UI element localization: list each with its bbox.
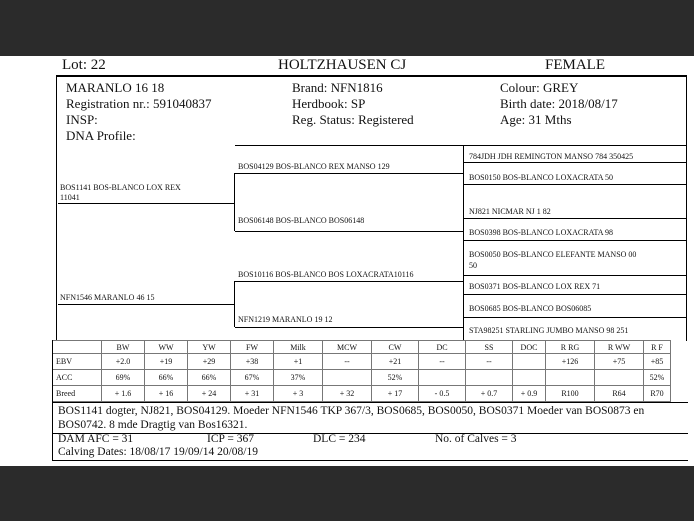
ggp-name: BOS0371 BOS-BLANCO LOX REX 71 <box>469 282 601 291</box>
table-header-cell: FW <box>231 341 274 354</box>
brand-value: Brand: NFN1816 <box>292 80 383 95</box>
table-cell: 67% <box>231 370 274 386</box>
table-cell: 37% <box>274 370 323 386</box>
table-row-label: ACC <box>53 370 102 386</box>
birth-date: Birth date: 2018/08/17 <box>500 96 618 111</box>
table-cell: + 3 <box>274 386 323 402</box>
table-cell: + 32 <box>323 386 372 402</box>
table-cell: + 0.9 <box>513 386 546 402</box>
table-cell <box>466 370 513 386</box>
sire-sire-line <box>235 173 464 174</box>
table-cell: + 31 <box>231 386 274 402</box>
sire-id: 11041 <box>60 193 80 202</box>
sex-label: FEMALE <box>545 57 605 73</box>
ggp-name: 784JDH JDH REMINGTON MANSO 784 350425 <box>469 152 634 161</box>
table-cell: +126 <box>546 354 595 370</box>
dam-dam-line <box>235 327 464 328</box>
table-cell: +75 <box>595 354 644 370</box>
registration-status: Reg. Status: Registered <box>292 112 414 127</box>
sire-sire-name: BOS04129 BOS-BLANCO REX MANSO 129 <box>238 162 390 171</box>
table-row <box>53 370 671 386</box>
table-header-cell: DC <box>419 341 466 354</box>
table-cell <box>419 370 466 386</box>
dam-bracket <box>234 281 235 327</box>
remarks-left-border <box>52 340 53 460</box>
sire-name: BOS1141 BOS-BLANCO LOX REX <box>60 183 181 192</box>
table-cell: 66% <box>188 370 231 386</box>
table-cell: R100 <box>546 386 595 402</box>
ggp-name: 50 <box>469 261 477 270</box>
ggp-name: STA98251 STARLING JUMBO MANSO 98 251 <box>469 326 629 335</box>
breeder-name: HOLTZHAUSEN CJ <box>278 57 407 73</box>
dlc-value: DLC = 234 <box>313 433 366 445</box>
table-header-cell: DOC <box>513 341 546 354</box>
dam-line <box>58 304 235 305</box>
ggp-line <box>463 218 686 219</box>
table-cell <box>546 370 595 386</box>
ggp-name: BOS0150 BOS-BLANCO LOXACRATA 50 <box>469 173 614 182</box>
registration-number: Registration nr.: 591040837 <box>66 96 212 111</box>
dam-sire-line <box>235 281 464 282</box>
sire-dam-name: BOS06148 BOS-BLANCO BOS06148 <box>238 216 365 225</box>
table-cell: 52% <box>372 370 419 386</box>
table-header-cell: R RG <box>546 341 595 354</box>
table-cell <box>513 370 546 386</box>
table-cell: +21 <box>372 354 419 370</box>
ggp-line <box>463 294 686 295</box>
ggp-name: BOS0398 BOS-BLANCO LOXACRATA 98 <box>469 228 614 237</box>
dam-dam-name: NFN1219 MARANLO 19 12 <box>238 315 333 324</box>
calves-count: No. of Calves = 3 <box>435 433 517 445</box>
sire-bracket <box>234 173 235 231</box>
pedigree-column-divider <box>463 145 464 340</box>
table-cell: 69% <box>102 370 145 386</box>
animal-name: MARANLO 16 18 <box>66 80 165 95</box>
header-rule <box>56 75 686 77</box>
table-cell: -- <box>419 354 466 370</box>
ggp-name: BOS0050 BOS-BLANCO ELEFANTE MANSO 00 <box>469 250 637 259</box>
dam-sire-name: BOS10116 BOS-BLANCO BOS LOXACRATA10116 <box>238 270 414 279</box>
table-header-cell: R WW <box>595 341 644 354</box>
table-cell: 52% <box>644 370 671 386</box>
table-cell: + 1.6 <box>102 386 145 402</box>
ggp-line <box>463 240 686 241</box>
table-header-cell: MCW <box>323 341 372 354</box>
table-cell: 66% <box>145 370 188 386</box>
dam-afc: DAM AFC = 31 <box>58 433 134 445</box>
dam-name: NFN1546 MARANLO 46 15 <box>60 293 155 302</box>
table-header-cell: YW <box>188 341 231 354</box>
table-row-label: EBV <box>53 354 102 370</box>
colour-value: Colour: GREY <box>500 80 579 95</box>
table-cell: +85 <box>644 354 671 370</box>
ggp-name: NJ821 NICMAR NJ 1 82 <box>469 207 551 216</box>
table-cell: + 0.7 <box>466 386 513 402</box>
table-cell: - 0.5 <box>419 386 466 402</box>
icp-value: ICP = 367 <box>207 433 254 445</box>
table-cell: +2.0 <box>102 354 145 370</box>
sire-dam-line <box>235 231 464 232</box>
ggp-line <box>463 184 686 185</box>
table-row <box>53 386 671 402</box>
table-header-cell: Milk <box>274 341 323 354</box>
table-row-label: Breed <box>53 386 102 402</box>
table-header-cell: BW <box>102 341 145 354</box>
top-letterbox <box>0 0 694 56</box>
card-bottom-rule <box>52 460 688 461</box>
lot-number: Lot: 22 <box>62 57 106 73</box>
ggp-name: BOS0685 BOS-BLANCO BOS06085 <box>469 304 592 313</box>
herdbook-value: Herdbook: SP <box>292 96 366 111</box>
remarks-line: BOS0742. 8 mde Dragtig van Bos16321. <box>58 419 248 431</box>
table-cell: +29 <box>188 354 231 370</box>
table-row <box>53 354 671 370</box>
table-cell <box>513 354 546 370</box>
table-cell: R64 <box>595 386 644 402</box>
table-header-cell: R F <box>644 341 671 354</box>
insp-label: INSP: <box>66 112 98 127</box>
table-header-cell: SS <box>466 341 513 354</box>
sire-line <box>58 203 235 204</box>
table-cell: +19 <box>145 354 188 370</box>
table-header-cell: CW <box>372 341 419 354</box>
remarks-line: BOS1141 dogter, NJ821, BOS04129. Moeder NFN1546 TKP 367/3, BOS0685, BOS0050, BOS0371 Moeder van BOS0873 en <box>58 405 645 417</box>
table-cell: +38 <box>231 354 274 370</box>
table-cell <box>323 370 372 386</box>
card-right-border <box>686 75 687 341</box>
age-value: Age: 31 Mths <box>500 112 572 127</box>
ggp-line <box>463 317 686 318</box>
ggp-line <box>463 275 686 276</box>
table-header-cell: WW <box>145 341 188 354</box>
card-left-border <box>56 75 57 341</box>
bottom-letterbox <box>0 466 694 521</box>
table-cell: +1 <box>274 354 323 370</box>
calving-dates: Calving Dates: 18/08/17 19/09/14 20/08/19 <box>58 446 258 458</box>
table-header-cell <box>53 341 102 354</box>
table-bottom-rule <box>52 402 688 403</box>
table-cell: + 17 <box>372 386 419 402</box>
table-cell: -- <box>323 354 372 370</box>
table-cell: + 24 <box>188 386 231 402</box>
ggp-line <box>463 162 686 163</box>
table-cell: + 16 <box>145 386 188 402</box>
dna-profile-label: DNA Profile: <box>66 128 136 143</box>
lot-card <box>0 56 694 466</box>
pedigree-top-rule <box>235 145 686 146</box>
table-cell: R70 <box>644 386 671 402</box>
table-cell <box>595 370 644 386</box>
footer-rule <box>52 433 688 434</box>
performance-table <box>52 340 671 402</box>
table-header-row <box>53 341 671 354</box>
table-cell: -- <box>466 354 513 370</box>
